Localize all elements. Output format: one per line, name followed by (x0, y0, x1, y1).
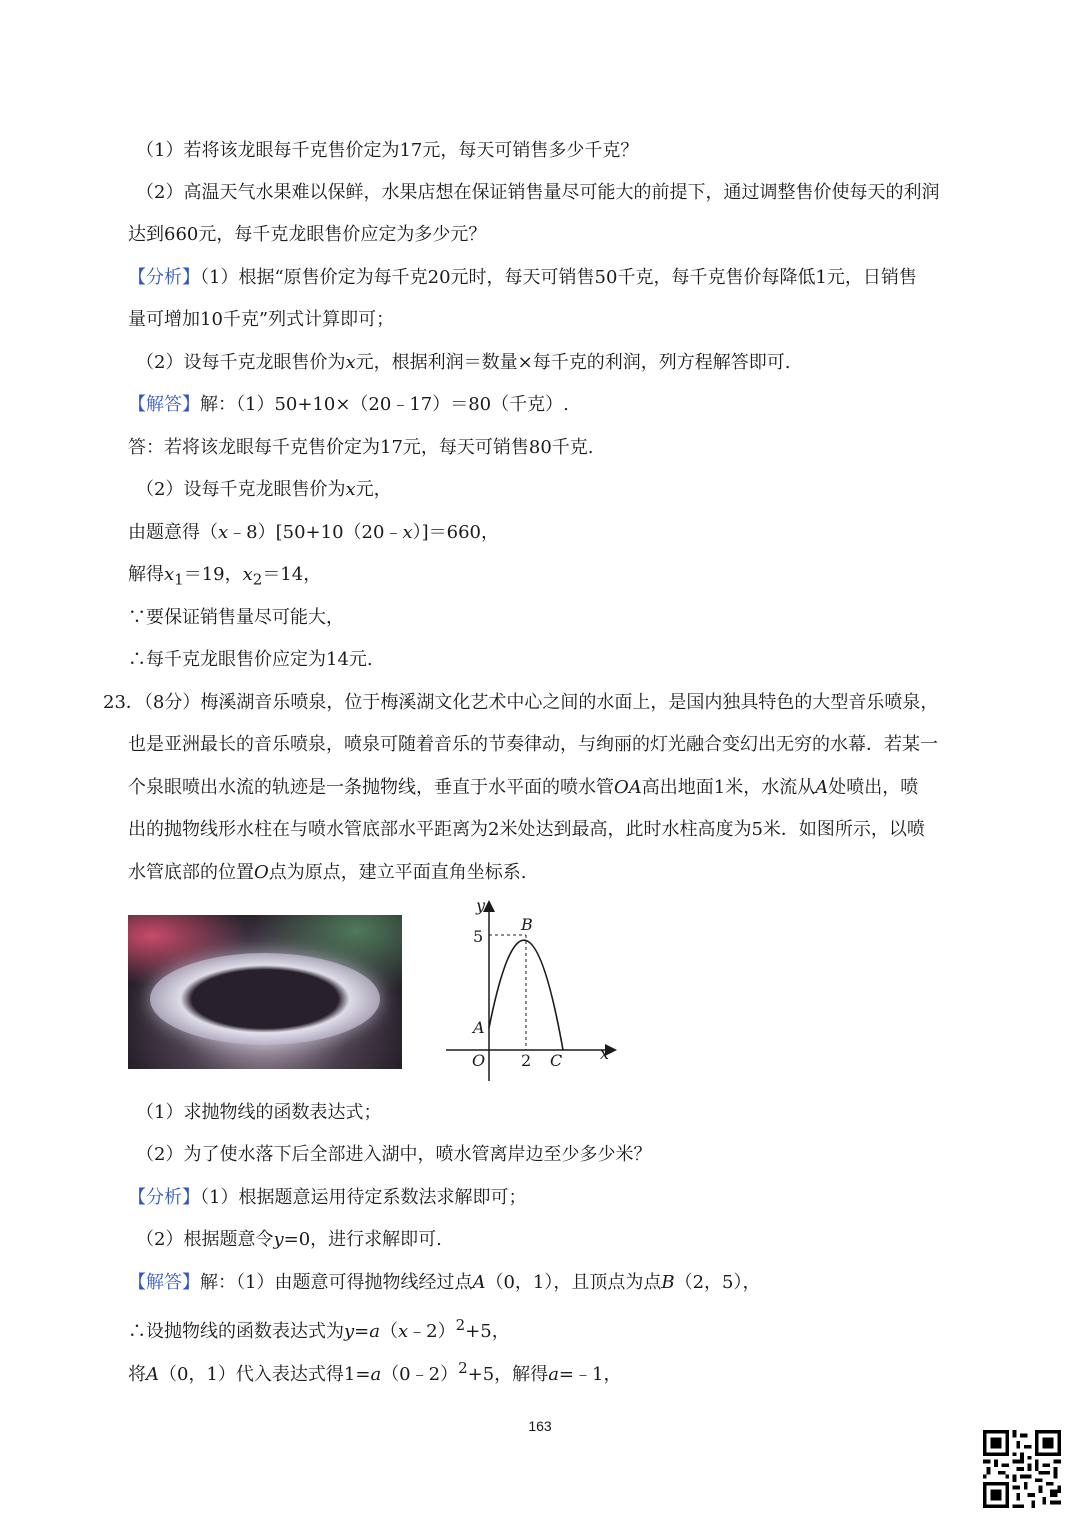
analysis-line-3: （2）设每千克龙眼售价为x元，根据利润＝数量×每千克的利润，列方程解答即可. (136, 352, 791, 373)
solution-line-2: 答：若将该龙眼每千克售价定为17元，每天可销售80千克. (128, 437, 594, 458)
solution-line-1: 【解答】解：（1）50+10×（20﹣17）＝80（千克）. (128, 394, 569, 415)
subquestion-1: （1）求抛物线的函数表达式； (136, 1102, 382, 1123)
analysis-23-line-1: 【分析】（1）根据题意运用待定系数法求解即可； (128, 1187, 527, 1208)
y-axis-label: y (476, 896, 486, 915)
problem-23-line-5: 水管底部的位置O点为原点，建立平面直角坐标系. (128, 862, 527, 883)
question-part-1: （1）若将该龙眼每千克售价定为17元，每天可销售多少千克？ (136, 140, 639, 161)
solution-tag: 【解答】 (128, 394, 200, 415)
analysis-line-1: 【分析】（1）根据“原售价定为每千克20元时，每天可销售50千克，每千克售价每降低1元，日销售 (128, 267, 917, 288)
solution-line-3: （2）设每千克龙眼售价为x元， (136, 479, 392, 500)
solution-line-4: 由题意得（x﹣8）[50+10（20﹣x）]＝660， (128, 522, 499, 543)
x-axis-label: x (600, 1044, 610, 1063)
analysis-line-2: 量可增加10千克”列式计算即可； (128, 309, 395, 330)
problem-23-line-2: 也是亚洲最长的音乐喷泉，喷泉可随着音乐的节奏律动，与绚丽的灯光融合变幻出无穷的水幕．若某一 (128, 734, 938, 755)
qr-code (983, 1430, 1061, 1508)
point-b-label: B (521, 915, 533, 934)
solution-23-line-3: 将A（0，1）代入表达式得1=a（0﹣2）$^2$+5，解得a=﹣1， (128, 1359, 622, 1385)
subquestion-2: （2）为了使水落下后全部进入湖中，喷水管离岸边至少多少米？ (136, 1144, 652, 1165)
solution-line-7: ∴每千克龙眼售价应定为14元. (128, 649, 373, 670)
problem-23-line-3: 个泉眼喷出水流的轨迹是一条抛物线，垂直于水平面的喷水管OA高出地面1米，水流从A处喷出，喷 (128, 777, 919, 798)
problem-23-line-4: 出的抛物线形水柱在与喷水管底部水平距离为2米处达到最高，此时水柱高度为5米．如图所示，以喷 (128, 819, 925, 840)
question-part-2: （2）高温天气水果难以保鲜，水果店想在保证销售量尽可能大的前提下，通过调整售价使每天的利润 (136, 182, 940, 203)
point-a-label: A (473, 1018, 485, 1037)
solution-tag-23: 【解答】 (128, 1272, 200, 1293)
solution-line-6: ∵要保证销售量尽可能大， (128, 607, 344, 628)
analysis-23-line-2: （2）根据题意令y=0，进行求解即可. (136, 1229, 442, 1250)
solution-line-5: 解得$x_1=19$，$x_2=14$， (128, 564, 322, 589)
solution-23-line-1: 【解答】解：（1）由题意可得抛物线经过点A（0，1），且顶点为点B（2，5）， (128, 1272, 761, 1293)
fountain-photo (128, 915, 402, 1069)
analysis-tag-23: 【分析】 (128, 1187, 200, 1208)
origin-label: O (472, 1051, 486, 1070)
question-part-2-cont: 达到660元，每千克龙眼售价应定为多少元？ (128, 224, 487, 245)
page-number: 163 (528, 1418, 552, 1434)
point-c-label: C (550, 1051, 563, 1070)
fountain-ring (150, 953, 380, 1045)
analysis-tag: 【分析】 (128, 267, 200, 288)
tick-2: 2 (521, 1051, 532, 1070)
parabola-figure (440, 895, 620, 1085)
problem-23-line-1: 23．（8分）梅溪湖音乐喷泉，位于梅溪湖文化艺术中心之间的水面上，是国内独具特色的大型音乐喷泉， (103, 692, 939, 713)
solution-23-line-2: ∴设抛物线的函数表达式为y=a（x﹣2）$^2$+5， (128, 1316, 510, 1342)
tick-5: 5 (473, 927, 484, 946)
